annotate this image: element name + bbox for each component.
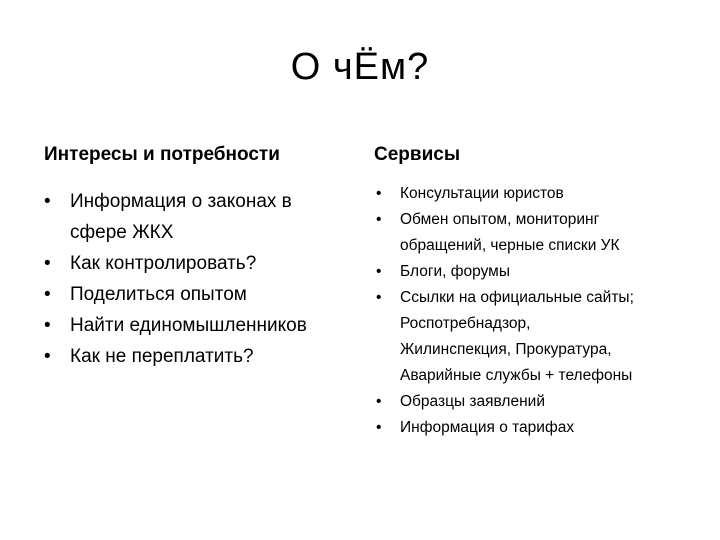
list-item-text: Как контролировать? — [70, 253, 257, 274]
bullet-icon: • — [44, 191, 51, 212]
bullet-icon: • — [44, 284, 51, 305]
list-item — [374, 207, 694, 259]
bullet-icon: • — [44, 346, 51, 367]
list-item — [44, 279, 364, 310]
list-item-text: Обмен опытом, мониторинг обращений, черные списки УК — [400, 211, 620, 254]
interests-column — [44, 144, 364, 372]
list-item-text: Поделиться опытом — [70, 284, 247, 305]
list-item-text: Информация о тарифах — [400, 419, 575, 436]
list-item-text: Консультации юристов — [400, 185, 564, 202]
interests-list — [44, 186, 364, 372]
list-item-text: Блоги, форумы — [400, 263, 510, 280]
list-item — [374, 285, 694, 389]
list-item — [374, 415, 694, 441]
list-item — [374, 259, 694, 285]
services-heading: Сервисы — [374, 144, 461, 165]
services-list — [374, 181, 694, 441]
bullet-icon: • — [44, 315, 51, 336]
list-item-text: Образцы заявлений — [400, 393, 545, 410]
list-item-text: Информация о законах в сфере ЖКХ — [70, 191, 292, 243]
list-item — [44, 310, 364, 341]
bullet-icon: • — [44, 253, 51, 274]
services-column — [374, 144, 694, 441]
interests-heading: Интересы и потребности — [44, 144, 280, 165]
list-item-text: Ссылки на официальные сайты; Роспотребнадзор, Жилинспекция, Прокуратура, Аварийные службы + телефоны — [400, 289, 634, 384]
list-item — [44, 341, 364, 372]
list-item — [44, 186, 364, 248]
list-item — [374, 389, 694, 415]
list-item — [44, 248, 364, 279]
bullet-icon: • — [376, 289, 382, 306]
bullet-icon: • — [376, 263, 382, 280]
bullet-icon: • — [376, 393, 382, 410]
list-item-text: Как не переплатить? — [70, 346, 254, 367]
list-item-text: Найти единомышленников — [70, 315, 307, 336]
list-item — [374, 181, 694, 207]
bullet-icon: • — [376, 211, 382, 228]
bullet-icon: • — [376, 419, 382, 436]
bullet-icon: • — [376, 185, 382, 202]
slide-title: О чЁм? — [290, 46, 430, 88]
